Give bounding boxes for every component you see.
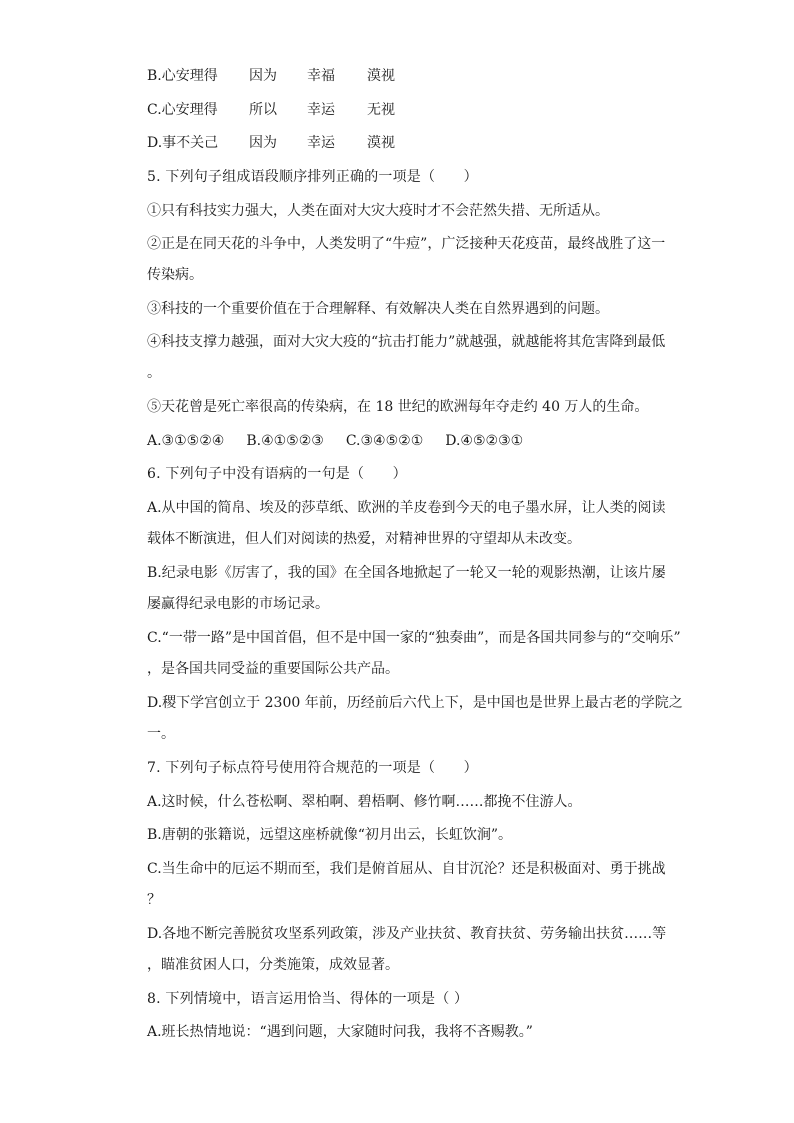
q7-option-c-line-2: ？	[147, 892, 161, 908]
option-label: B.心安理得	[147, 68, 218, 84]
q7-option-c-line-1: C.当生命中的厄运不期而至，我们是俯首屈从、自甘沉沦？还是积极面对、勇于挑战	[147, 861, 666, 877]
q6-option-a-line-1: A.从中国的简帛、埃及的莎草纸、欧洲的羊皮卷到今天的电子墨水屏，让人类的阅读	[147, 500, 666, 516]
option-label: C.心安理得	[147, 102, 218, 118]
q6-option-c-line-2: ，是各国共同受益的重要国际公共产品。	[147, 661, 399, 677]
option-word-2: 所以	[249, 102, 277, 118]
q6-option-c-line-1: C.“一带一路”是中国首倡，但不是中国一家的“独奏曲”，而是各国共同参与的“交响乐”	[147, 630, 681, 646]
q6-option-b-line-2: 屡赢得纪录电影的市场记录。	[147, 596, 329, 612]
q5-choice-a: A.③①⑤②④	[147, 433, 225, 449]
option-word-3: 幸福	[307, 68, 335, 84]
q5-choices	[147, 431, 677, 451]
option-word-4: 漠视	[367, 135, 395, 151]
q5-sentence-2-line-2: 传染病。	[147, 267, 203, 283]
option-word-4: 无视	[367, 102, 395, 118]
q5-sentence-4-line-2: 。	[147, 365, 161, 381]
q6-option-b-line-1: B.纪录电影《厉害了，我的国》在全国各地掀起了一轮又一轮的观影热潮，让该片屡	[147, 565, 666, 581]
q6-option-a-line-2: 载体不断演进，但人们对阅读的热爱，对精神世界的守望却从未改变。	[147, 531, 581, 547]
q5-choice-c: C.③④⑤②①	[345, 433, 424, 449]
q5-title: 5. 下列句子组成语段顺序排列正确的一项是（ ）	[147, 169, 478, 185]
q7-option-a: A.这时候，什么苍松啊、翠柏啊、碧梧啊、修竹啊……都挽不住游人。	[147, 794, 582, 810]
q7-option-d-line-1: D.各地不断完善脱贫攻坚系列政策，涉及产业扶贫、教育扶贫、劳务输出扶贫……等	[147, 926, 667, 942]
q8-option-a: A.班长热情地说：“遇到问题，大家随时问我，我将不吝赐教。”	[147, 1024, 533, 1040]
q8-title: 8. 下列情境中，语言运用恰当、得体的一项是（ ）	[147, 991, 469, 1007]
q5-sentence-3: ③科技的一个重要价值在于合理解释、有效解决人类在自然界遇到的问题。	[147, 301, 609, 317]
q6-option-d-line-2: 一。	[147, 726, 175, 742]
q7-title: 7. 下列句子标点符号使用符合规范的一项是（ ）	[147, 760, 478, 776]
q6-option-d-line-1: D.稷下学宫创立于 2300 年前，历经前后六代上下，是中国也是世界上最古老的学院之	[147, 695, 683, 711]
option-word-4: 漠视	[367, 68, 395, 84]
q7-option-d-line-2: ，瞄准贫困人口，分类施策，成效显著。	[147, 957, 399, 973]
q5-sentence-5: ⑤天花曾是死亡率很高的传染病，在 18 世纪的欧洲每年夺走约 40 万人的生命。	[147, 399, 649, 415]
option-word-2: 因为	[249, 135, 277, 151]
option-word-2: 因为	[249, 68, 277, 84]
option-word-3: 幸运	[307, 135, 335, 151]
q5-sentence-2-line-1: ②正是在同天花的斗争中，人类发明了“牛痘”，广泛接种天花疫苗，最终战胜了这一	[147, 236, 666, 252]
q7-option-b: B.唐朝的张籍说，远望这座桥就像“初月出云，长虹饮涧”。	[147, 827, 513, 843]
option-label: D.事不关己	[147, 135, 219, 151]
q5-choice-b: B.④①⑤②③	[246, 433, 324, 449]
q5-choice-d: D.④⑤②③①	[445, 433, 524, 449]
q5-sentence-1: ①只有科技实力强大，人类在面对大灾大疫时才不会茫然失措、无所适从。	[147, 203, 609, 219]
q5-sentence-4-line-1: ④科技支撑力越强，面对大灾大疫的“抗击打能力”就越强，就越能将其危害降到最低	[147, 334, 666, 350]
q6-title: 6. 下列句子中没有语病的一句是（ ）	[147, 466, 407, 482]
option-word-3: 幸运	[307, 102, 335, 118]
